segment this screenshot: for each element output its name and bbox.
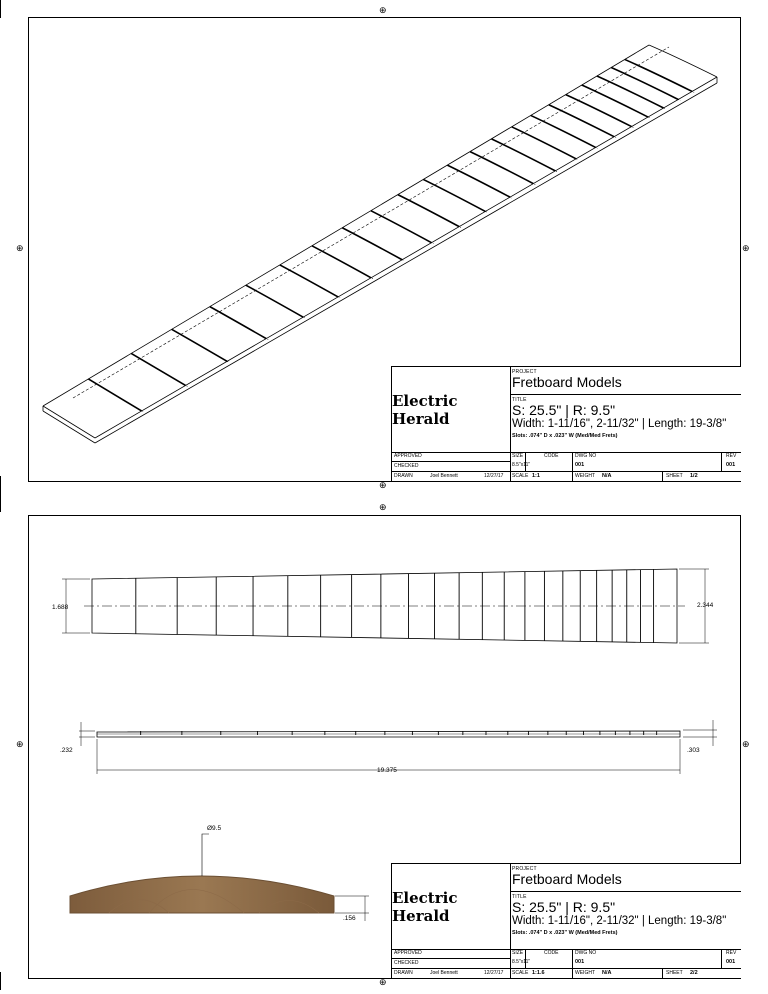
drawn-date: 12/27/17 [484,970,504,976]
hidden-line [73,47,669,398]
divider [572,452,573,471]
nut-end-curve [43,411,95,443]
title-slots: Slots: .074" D x .023" W (Med/Med Frets) [512,433,618,439]
code-label: CODE [544,453,559,459]
divider [510,949,511,978]
end-width-dimension: 2.344 [697,602,714,609]
divider [721,452,722,471]
dwg-no: 001 [575,959,585,965]
company-logo: Electric Herald [392,367,511,453]
size-label: SIZE [512,950,524,956]
rev-label: REV [726,950,737,956]
sheet-label: SHEET [666,473,683,479]
sheet-label: SHEET [666,970,683,976]
length-dimension: 19.375 [377,767,397,774]
radius-dimension: Ø9.5 [207,825,222,832]
rev-label: REV [726,453,737,459]
fretboard-profile [70,876,334,913]
drawing-sheet-2 [28,515,741,979]
drawn-label: DRAWN [394,473,413,479]
fret-slot [611,67,678,99]
registration-mark-icon: ⊕ [16,739,24,749]
title-width-length: Width: 1-11/16", 2-11/32" | Length: 19-3/8" [512,418,727,430]
registration-mark-icon: ⊕ [379,480,387,490]
approved-label: APPROVED [394,453,422,459]
divider [525,452,526,471]
divider [392,968,510,969]
crop-mark [0,972,1,990]
title-width-length: Width: 1-11/16", 2-11/32" | Length: 19-3/8" [512,915,727,927]
radius-leader [202,834,209,876]
title-slots: Slots: .074" D x .023" W (Med/Med Frets) [512,930,618,936]
title-block [391,366,741,481]
weight-value: N/A [602,473,612,479]
divider [572,968,573,978]
sheet-number: 2/2 [690,970,698,976]
registration-mark-icon: ⊕ [742,243,750,253]
registration-mark-icon: ⊕ [16,243,24,253]
title-label: TITLE [512,894,527,900]
rev: 001 [726,462,736,468]
divider [525,949,526,968]
divider [572,949,573,968]
divider [510,471,741,472]
nut-end-curve [43,406,95,438]
project-label: PROJECT [512,866,537,872]
project-name: Fretboard Models [512,871,622,887]
registration-mark-icon: ⊕ [379,502,387,512]
scale-label: SCALE [512,473,529,479]
size-label: SIZE [512,453,524,459]
fret-slot [131,353,185,385]
code-label: CODE [544,950,559,956]
weight-label: WEIGHT [575,473,595,479]
drawn-by: Joel Bennett [430,970,458,976]
crop-mark [0,0,1,18]
divider [510,452,511,481]
registration-mark-icon: ⊕ [742,739,750,749]
divider [392,461,510,462]
registration-mark-icon: ⊕ [379,5,387,15]
fret-slot-edge [373,212,434,244]
fret-slot [625,59,692,91]
size-value: 8.5"x11" [512,462,531,468]
title-scale-radius: S: 25.5" | R: 9.5" [512,899,616,915]
title-scale-radius: S: 25.5" | R: 9.5" [512,402,616,418]
crop-mark [0,476,1,512]
checked-label: CHECKED [394,960,419,966]
divider [510,891,741,892]
approval-rows [392,949,511,978]
divider [662,968,663,978]
project-label: PROJECT [512,369,537,375]
approved-label: APPROVED [394,950,422,956]
profile-height-dimension: .156 [343,915,356,922]
company-logo: Electric Herald [392,864,511,950]
board-edge-top [43,45,649,406]
scale-value: 1:1 [532,473,540,479]
sheet-number: 1/2 [690,473,698,479]
divider [572,471,573,481]
dwg-no-label: DWG NO [575,950,597,956]
title-label: TITLE [512,397,527,403]
weight-label: WEIGHT [575,970,595,976]
drawing-sheet-1 [28,17,741,482]
scale-value: 1:1.6 [532,970,545,976]
divider [662,471,663,481]
nut-thickness-dimension: .232 [60,747,73,754]
rev: 001 [726,959,736,965]
divider [392,471,510,472]
checked-label: CHECKED [394,463,419,469]
nut-width-dimension: 1.688 [52,604,69,611]
drawn-by: Joel Bennett [430,473,458,479]
end-thickness-dimension: .303 [687,747,700,754]
project-name: Fretboard Models [512,374,622,390]
title-block [391,863,741,978]
dwg-no: 001 [575,462,585,468]
registration-mark-icon: ⊕ [379,977,387,987]
drawn-label: DRAWN [394,970,413,976]
approval-rows [392,452,511,481]
scale-label: SCALE [512,970,529,976]
drawn-date: 12/27/17 [484,473,504,479]
heel-end-curve [649,45,717,77]
weight-value: N/A [602,970,612,976]
divider [510,394,741,395]
size-value: 8.5"x11" [512,959,531,965]
divider [510,968,741,969]
divider [392,958,510,959]
dwg-no-label: DWG NO [575,453,597,459]
divider [721,949,722,968]
